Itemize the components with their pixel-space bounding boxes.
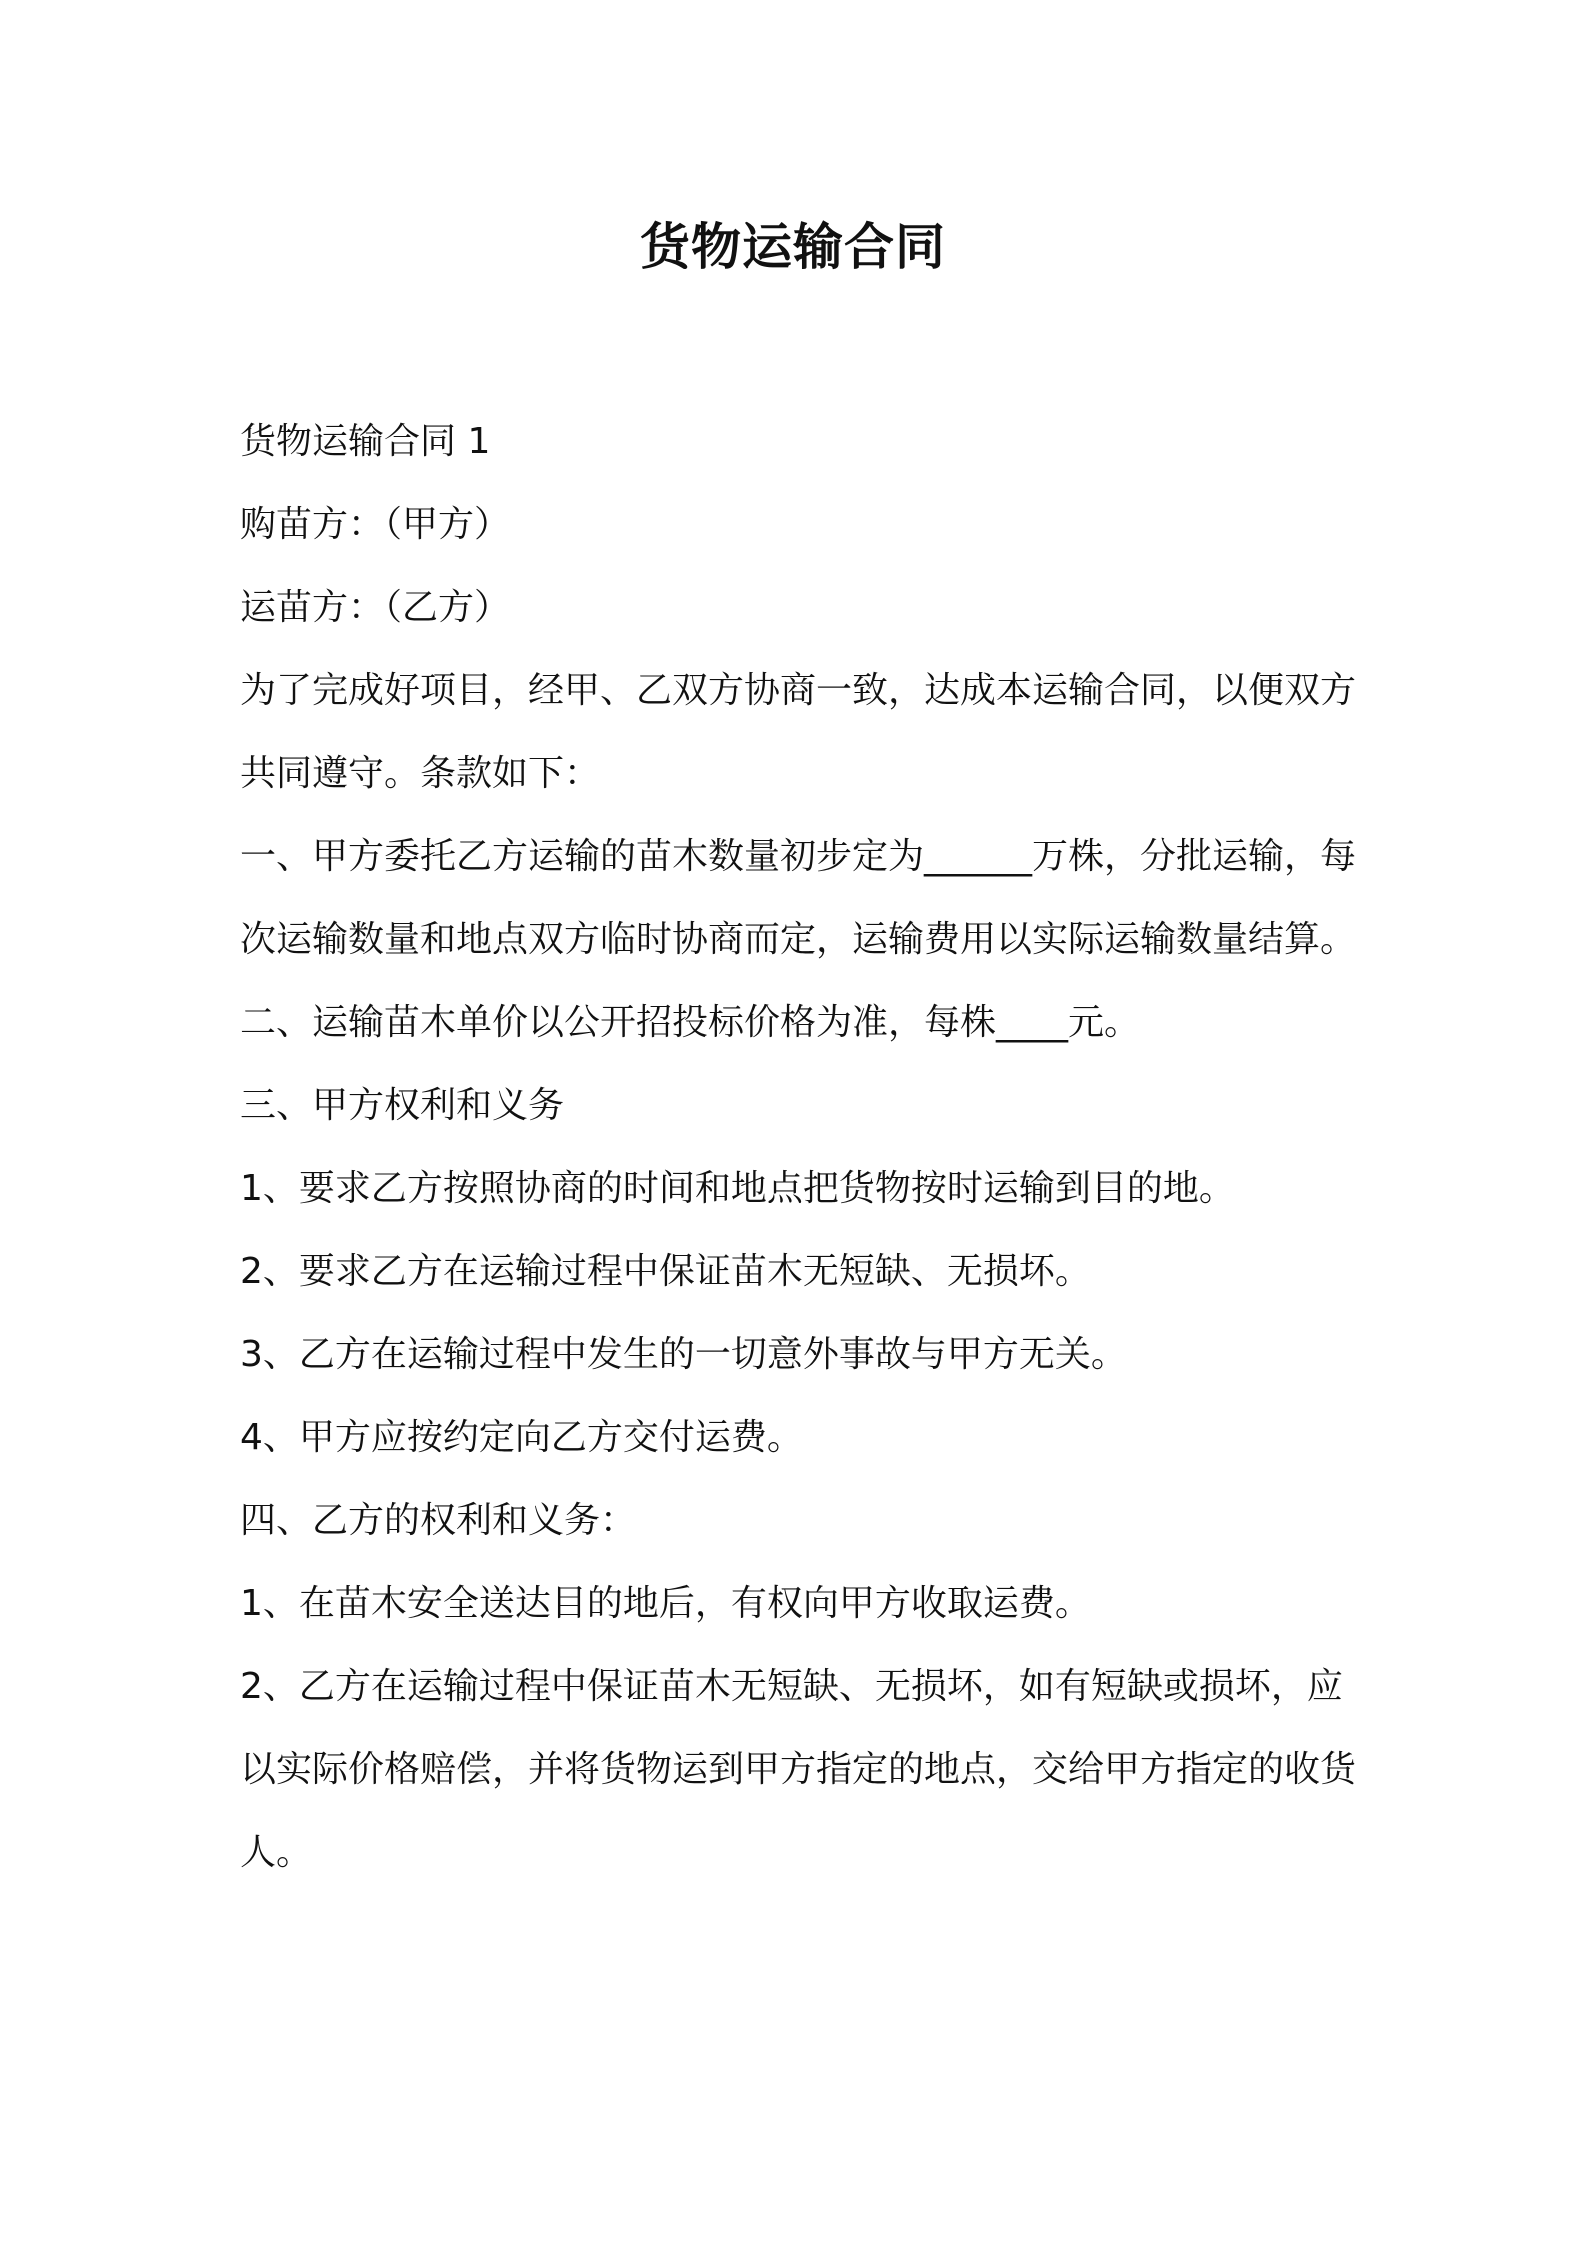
carrier-line: 运苗方：（乙方） xyxy=(240,587,511,628)
clause-3-item-1: 1、要求乙方按照协商的时间和地点把货物按时运输到目的地。 xyxy=(240,1168,1235,1209)
document-title: 货物运输合同 xyxy=(640,218,946,276)
clause-1: 一、甲方委托乙方运输的苗木数量初步定为______万株，分批运输，每次运输数量和地点双方临时协商而定，运输费用以实际运输数量结算。 xyxy=(240,836,1357,960)
document-body xyxy=(240,400,1360,1894)
preamble-paragraph: 为了完成好项目，经甲、乙双方协商一致，达成本运输合同，以便双方共同遵守。条款如下： xyxy=(240,670,1357,794)
clause-3-item-2: 2、要求乙方在运输过程中保证苗木无短缺、无损坏。 xyxy=(240,1251,1091,1292)
clause-2: 二、运输苗木单价以公开招投标价格为准，每株____元。 xyxy=(240,1002,1141,1043)
clause-3-item-4: 4、甲方应按约定向乙方交付运费。 xyxy=(240,1417,803,1458)
clause-3-item-3: 3、乙方在运输过程中发生的一切意外事故与甲方无关。 xyxy=(240,1334,1127,1375)
clause-4-item-1: 1、在苗木安全送达目的地后，有权向甲方收取运费。 xyxy=(240,1583,1091,1624)
clause-4-heading: 四、乙方的权利和义务： xyxy=(240,1500,637,1541)
clause-3-heading: 三、甲方权利和义务 xyxy=(240,1085,565,1126)
contract-heading: 货物运输合同 1 xyxy=(240,421,491,462)
clause-4-item-2: 2、乙方在运输过程中保证苗木无短缺、无损坏，如有短缺或损坏，应以实际价格赔偿，并将货物运到甲方指定的地点，交给甲方指定的收货人。 xyxy=(240,1666,1357,1873)
buyer-line: 购苗方：（甲方） xyxy=(240,504,511,545)
